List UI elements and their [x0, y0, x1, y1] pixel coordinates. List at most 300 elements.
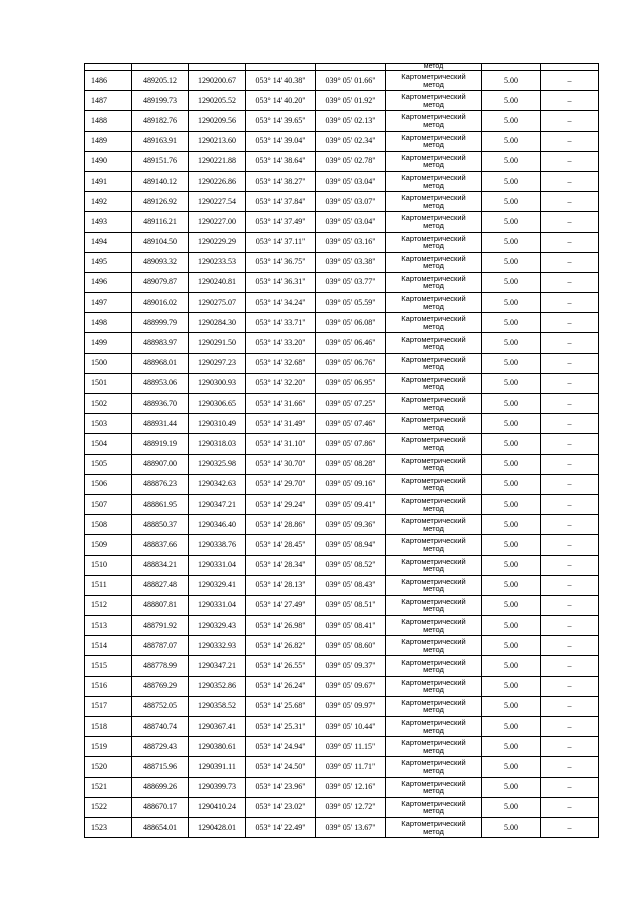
coord-x-cell: 488953.06	[132, 373, 189, 393]
longitude-cell: 039° 05' 03.16"	[316, 232, 386, 252]
method-line-1: Картометрический	[401, 778, 466, 788]
table-row	[85, 252, 599, 272]
method-line-2: метод	[423, 362, 444, 372]
coordinates-table-body	[85, 64, 599, 838]
continuation-method-cell: метод	[386, 64, 482, 71]
coord-y-cell: 1290332.93	[189, 636, 246, 656]
continuation-row	[85, 64, 599, 71]
method-line-2: метод	[423, 160, 444, 170]
method-line-1: Картометрический	[401, 193, 466, 203]
coord-y-cell: 1290213.60	[189, 131, 246, 151]
method-line-2: метод	[423, 624, 444, 634]
coord-y-cell: 1290318.03	[189, 434, 246, 454]
point-number-cell: 1507	[85, 494, 132, 514]
accuracy-cell: 5.00	[482, 313, 541, 333]
point-number-cell: 1500	[85, 353, 132, 373]
accuracy-cell: 5.00	[482, 797, 541, 817]
latitude-cell: 053° 14' 37.84"	[246, 192, 316, 212]
table-row	[85, 131, 599, 151]
method-cell	[386, 616, 482, 636]
coord-x-cell: 488729.43	[132, 737, 189, 757]
coord-x-cell: 488740.74	[132, 717, 189, 737]
coord-x-cell: 488807.81	[132, 595, 189, 615]
method-line-1: Картометрический	[401, 92, 466, 102]
method-line-1: Картометрический	[401, 132, 466, 142]
note-cell: –	[541, 575, 599, 595]
coord-y-cell: 1290338.76	[189, 535, 246, 555]
latitude-cell: 053° 14' 39.65"	[246, 111, 316, 131]
note-cell: –	[541, 192, 599, 212]
point-number-cell: 1501	[85, 373, 132, 393]
table-row	[85, 394, 599, 414]
accuracy-cell: 5.00	[482, 131, 541, 151]
coord-y-cell: 1290331.04	[189, 595, 246, 615]
coord-x-cell: 488752.05	[132, 696, 189, 716]
method-cell	[386, 434, 482, 454]
longitude-cell: 039° 05' 09.37"	[316, 656, 386, 676]
table-row	[85, 111, 599, 131]
method-line-1: Картометрический	[401, 374, 466, 384]
table-row	[85, 333, 599, 353]
note-cell: –	[541, 313, 599, 333]
latitude-cell: 053° 14' 26.82"	[246, 636, 316, 656]
point-number-cell: 1515	[85, 656, 132, 676]
point-number-cell: 1518	[85, 717, 132, 737]
note-cell: –	[541, 696, 599, 716]
coord-y-cell: 1290329.43	[189, 616, 246, 636]
point-number-cell: 1492	[85, 192, 132, 212]
note-cell: –	[541, 151, 599, 171]
table-row	[85, 474, 599, 494]
method-line-2: метод	[423, 200, 444, 210]
coord-y-cell: 1290347.21	[189, 494, 246, 514]
method-line-2: метод	[423, 725, 444, 735]
coord-x-cell: 488654.01	[132, 817, 189, 837]
method-cell	[386, 696, 482, 716]
note-cell: –	[541, 272, 599, 292]
method-cell	[386, 232, 482, 252]
coord-y-cell: 1290342.63	[189, 474, 246, 494]
method-cell	[386, 272, 482, 292]
longitude-cell: 039° 05' 08.60"	[316, 636, 386, 656]
point-number-cell: 1522	[85, 797, 132, 817]
point-number-cell: 1509	[85, 535, 132, 555]
coord-y-cell: 1290428.01	[189, 817, 246, 837]
method-line-2: метод	[423, 140, 444, 150]
method-cell	[386, 676, 482, 696]
point-number-cell: 1506	[85, 474, 132, 494]
latitude-cell: 053° 14' 28.13"	[246, 575, 316, 595]
method-line-2: метод	[423, 604, 444, 614]
longitude-cell: 039° 05' 03.77"	[316, 272, 386, 292]
point-number-cell: 1489	[85, 131, 132, 151]
coord-x-cell: 489140.12	[132, 171, 189, 191]
accuracy-cell: 5.00	[482, 373, 541, 393]
longitude-cell: 039° 05' 09.97"	[316, 696, 386, 716]
point-number-cell: 1521	[85, 777, 132, 797]
accuracy-cell: 5.00	[482, 434, 541, 454]
longitude-cell: 039° 05' 11.71"	[316, 757, 386, 777]
longitude-cell: 039° 05' 11.15"	[316, 737, 386, 757]
accuracy-cell: 5.00	[482, 394, 541, 414]
accuracy-cell: 5.00	[482, 595, 541, 615]
note-cell: –	[541, 595, 599, 615]
coord-x-cell: 488861.95	[132, 494, 189, 514]
note-cell: –	[541, 737, 599, 757]
method-line-2: метод	[423, 442, 444, 452]
longitude-cell: 039° 05' 07.46"	[316, 414, 386, 434]
coord-x-cell: 488983.97	[132, 333, 189, 353]
accuracy-cell: 5.00	[482, 111, 541, 131]
method-line-1: Картометрический	[401, 637, 466, 647]
method-cell	[386, 656, 482, 676]
method-cell	[386, 131, 482, 151]
note-cell: –	[541, 676, 599, 696]
accuracy-cell: 5.00	[482, 171, 541, 191]
coord-x-cell: 488931.44	[132, 414, 189, 434]
method-cell	[386, 817, 482, 837]
longitude-cell: 039° 05' 08.28"	[316, 454, 386, 474]
latitude-cell: 053° 14' 31.66"	[246, 394, 316, 414]
note-cell: –	[541, 454, 599, 474]
method-line-1: Картометрический	[401, 233, 466, 243]
method-cell	[386, 494, 482, 514]
method-line-1: Картометрический	[401, 72, 466, 82]
accuracy-cell: 5.00	[482, 212, 541, 232]
coord-x-cell: 488769.29	[132, 676, 189, 696]
latitude-cell: 053° 14' 26.24"	[246, 676, 316, 696]
point-number-cell: 1502	[85, 394, 132, 414]
longitude-cell: 039° 05' 09.36"	[316, 515, 386, 535]
table-row	[85, 636, 599, 656]
table-row	[85, 71, 599, 91]
latitude-cell: 053° 14' 28.45"	[246, 535, 316, 555]
table-row	[85, 171, 599, 191]
accuracy-cell: 5.00	[482, 575, 541, 595]
coord-x-cell: 489163.91	[132, 131, 189, 151]
point-number-cell: 1488	[85, 111, 132, 131]
longitude-cell: 039° 05' 08.51"	[316, 595, 386, 615]
longitude-cell: 039° 05' 03.04"	[316, 212, 386, 232]
point-number-cell: 1495	[85, 252, 132, 272]
coord-y-cell: 1290347.21	[189, 656, 246, 676]
point-number-cell: 1493	[85, 212, 132, 232]
table-row	[85, 676, 599, 696]
coord-y-cell: 1290229.29	[189, 232, 246, 252]
note-cell: –	[541, 71, 599, 91]
latitude-cell: 053° 14' 29.24"	[246, 494, 316, 514]
note-cell: –	[541, 394, 599, 414]
coord-x-cell: 489199.73	[132, 91, 189, 111]
coord-y-cell: 1290331.04	[189, 555, 246, 575]
accuracy-cell: 5.00	[482, 717, 541, 737]
latitude-cell: 053° 14' 36.31"	[246, 272, 316, 292]
coord-y-cell: 1290325.98	[189, 454, 246, 474]
coord-x-cell: 489079.87	[132, 272, 189, 292]
coord-y-cell: 1290209.56	[189, 111, 246, 131]
table-row	[85, 91, 599, 111]
coord-y-cell: 1290380.61	[189, 737, 246, 757]
note-cell: –	[541, 616, 599, 636]
coord-x-cell: 488907.00	[132, 454, 189, 474]
method-line-2: метод	[423, 79, 444, 89]
method-cell	[386, 414, 482, 434]
coord-y-cell: 1290391.11	[189, 757, 246, 777]
coord-y-cell: 1290310.49	[189, 414, 246, 434]
method-line-1: Картометрический	[401, 576, 466, 586]
continuation-cell	[189, 64, 246, 71]
latitude-cell: 053° 14' 30.70"	[246, 454, 316, 474]
method-line-1: Картометрический	[401, 718, 466, 728]
method-cell	[386, 474, 482, 494]
method-cell	[386, 535, 482, 555]
table-row	[85, 272, 599, 292]
coordinates-table	[84, 63, 599, 838]
point-number-cell: 1508	[85, 515, 132, 535]
method-line-1: Картометрический	[401, 395, 466, 405]
coord-x-cell: 488699.26	[132, 777, 189, 797]
table-row	[85, 656, 599, 676]
coord-x-cell: 488876.23	[132, 474, 189, 494]
method-line-1: Картометрический	[401, 677, 466, 687]
method-line-1: Картометрический	[401, 354, 466, 364]
table-row	[85, 313, 599, 333]
note-cell: –	[541, 293, 599, 313]
coord-y-cell: 1290284.30	[189, 313, 246, 333]
note-cell: –	[541, 232, 599, 252]
method-cell	[386, 293, 482, 313]
note-cell: –	[541, 717, 599, 737]
longitude-cell: 039° 05' 08.52"	[316, 555, 386, 575]
coord-x-cell: 488837.66	[132, 535, 189, 555]
method-cell	[386, 192, 482, 212]
latitude-cell: 053° 14' 38.27"	[246, 171, 316, 191]
method-line-1: Картометрический	[401, 314, 466, 324]
coord-y-cell: 1290221.88	[189, 151, 246, 171]
latitude-cell: 053° 14' 25.68"	[246, 696, 316, 716]
coord-y-cell: 1290329.41	[189, 575, 246, 595]
method-cell	[386, 595, 482, 615]
latitude-cell: 053° 14' 31.10"	[246, 434, 316, 454]
point-number-cell: 1513	[85, 616, 132, 636]
table-row	[85, 696, 599, 716]
latitude-cell: 053° 14' 33.71"	[246, 313, 316, 333]
longitude-cell: 039° 05' 09.41"	[316, 494, 386, 514]
method-line-2: метод	[423, 422, 444, 432]
method-cell	[386, 151, 482, 171]
method-line-1: Картометрический	[401, 112, 466, 122]
continuation-cell	[482, 64, 541, 71]
note-cell: –	[541, 757, 599, 777]
method-cell	[386, 171, 482, 191]
accuracy-cell: 5.00	[482, 293, 541, 313]
accuracy-cell: 5.00	[482, 232, 541, 252]
note-cell: –	[541, 252, 599, 272]
coord-x-cell: 488778.99	[132, 656, 189, 676]
latitude-cell: 053° 14' 36.75"	[246, 252, 316, 272]
coord-x-cell: 488999.79	[132, 313, 189, 333]
note-cell: –	[541, 434, 599, 454]
method-cell	[386, 353, 482, 373]
method-cell	[386, 717, 482, 737]
note-cell: –	[541, 474, 599, 494]
coord-x-cell: 489093.32	[132, 252, 189, 272]
coord-x-cell: 489016.02	[132, 293, 189, 313]
method-line-1: Картометрический	[401, 596, 466, 606]
coord-y-cell: 1290233.53	[189, 252, 246, 272]
latitude-cell: 053° 14' 24.50"	[246, 757, 316, 777]
table-row	[85, 414, 599, 434]
coord-y-cell: 1290240.81	[189, 272, 246, 292]
method-cell	[386, 777, 482, 797]
point-number-cell: 1514	[85, 636, 132, 656]
coord-x-cell: 489205.12	[132, 71, 189, 91]
point-number-cell: 1499	[85, 333, 132, 353]
method-cell	[386, 111, 482, 131]
note-cell: –	[541, 373, 599, 393]
coord-y-cell: 1290346.40	[189, 515, 246, 535]
method-line-2: метод	[423, 705, 444, 715]
accuracy-cell: 5.00	[482, 656, 541, 676]
method-cell	[386, 212, 482, 232]
coord-y-cell: 1290226.86	[189, 171, 246, 191]
latitude-cell: 053° 14' 26.55"	[246, 656, 316, 676]
longitude-cell: 039° 05' 07.86"	[316, 434, 386, 454]
longitude-cell: 039° 05' 08.43"	[316, 575, 386, 595]
longitude-cell: 039° 05' 08.41"	[316, 616, 386, 636]
table-row	[85, 555, 599, 575]
point-number-cell: 1516	[85, 676, 132, 696]
table-row	[85, 494, 599, 514]
method-line-1: Картометрический	[401, 273, 466, 283]
table-row	[85, 535, 599, 555]
accuracy-cell: 5.00	[482, 777, 541, 797]
method-cell	[386, 333, 482, 353]
accuracy-cell: 5.00	[482, 272, 541, 292]
continuation-cell	[85, 64, 132, 71]
coord-y-cell: 1290306.65	[189, 394, 246, 414]
accuracy-cell: 5.00	[482, 696, 541, 716]
accuracy-cell: 5.00	[482, 91, 541, 111]
coord-y-cell: 1290297.23	[189, 353, 246, 373]
method-line-2: метод	[423, 99, 444, 109]
longitude-cell: 039° 05' 06.95"	[316, 373, 386, 393]
method-line-2: метод	[423, 685, 444, 695]
latitude-cell: 053° 14' 31.49"	[246, 414, 316, 434]
latitude-cell: 053° 14' 33.20"	[246, 333, 316, 353]
method-line-2: метод	[423, 503, 444, 513]
longitude-cell: 039° 05' 09.16"	[316, 474, 386, 494]
table-row	[85, 232, 599, 252]
method-line-2: метод	[423, 543, 444, 553]
coord-x-cell: 488827.48	[132, 575, 189, 595]
method-line-1: Картометрический	[401, 496, 466, 506]
longitude-cell: 039° 05' 12.72"	[316, 797, 386, 817]
note-cell: –	[541, 353, 599, 373]
longitude-cell: 039° 05' 06.08"	[316, 313, 386, 333]
latitude-cell: 053° 14' 40.20"	[246, 91, 316, 111]
note-cell: –	[541, 817, 599, 837]
coord-x-cell: 489126.92	[132, 192, 189, 212]
note-cell: –	[541, 535, 599, 555]
longitude-cell: 039° 05' 07.25"	[316, 394, 386, 414]
table-row	[85, 353, 599, 373]
accuracy-cell: 5.00	[482, 71, 541, 91]
note-cell: –	[541, 555, 599, 575]
table-row	[85, 434, 599, 454]
accuracy-cell: 5.00	[482, 555, 541, 575]
method-line-2: метод	[423, 483, 444, 493]
method-line-2: метод	[423, 463, 444, 473]
coord-y-cell: 1290367.41	[189, 717, 246, 737]
method-cell	[386, 454, 482, 474]
method-line-1: Картометрический	[401, 617, 466, 627]
point-number-cell: 1511	[85, 575, 132, 595]
method-line-2: метод	[423, 281, 444, 291]
note-cell: –	[541, 656, 599, 676]
coord-y-cell: 1290200.67	[189, 71, 246, 91]
accuracy-cell: 5.00	[482, 333, 541, 353]
point-number-cell: 1498	[85, 313, 132, 333]
method-line-1: Картометрический	[401, 334, 466, 344]
method-line-2: метод	[423, 806, 444, 816]
point-number-cell: 1523	[85, 817, 132, 837]
latitude-cell: 053° 14' 39.04"	[246, 131, 316, 151]
coord-y-cell: 1290227.54	[189, 192, 246, 212]
method-line-2: метод	[423, 745, 444, 755]
accuracy-cell: 5.00	[482, 494, 541, 514]
coord-x-cell: 488670.17	[132, 797, 189, 817]
method-line-2: метод	[423, 119, 444, 129]
longitude-cell: 039° 05' 06.76"	[316, 353, 386, 373]
method-line-1: Картометрический	[401, 455, 466, 465]
coord-x-cell: 488968.01	[132, 353, 189, 373]
accuracy-cell: 5.00	[482, 616, 541, 636]
method-cell	[386, 252, 482, 272]
continuation-cell	[246, 64, 316, 71]
latitude-cell: 053° 14' 32.68"	[246, 353, 316, 373]
method-line-1: Картометрический	[401, 738, 466, 748]
method-line-2: метод	[423, 402, 444, 412]
method-line-2: метод	[423, 786, 444, 796]
accuracy-cell: 5.00	[482, 353, 541, 373]
note-cell: –	[541, 171, 599, 191]
latitude-cell: 053° 14' 23.96"	[246, 777, 316, 797]
latitude-cell: 053° 14' 37.49"	[246, 212, 316, 232]
method-line-2: метод	[423, 665, 444, 675]
method-line-2: метод	[423, 765, 444, 775]
note-cell: –	[541, 636, 599, 656]
coord-y-cell: 1290410.24	[189, 797, 246, 817]
method-line-2: метод	[423, 220, 444, 230]
coord-x-cell: 489151.76	[132, 151, 189, 171]
note-cell: –	[541, 515, 599, 535]
method-cell	[386, 71, 482, 91]
longitude-cell: 039° 05' 05.59"	[316, 293, 386, 313]
table-row	[85, 817, 599, 837]
coord-y-cell: 1290291.50	[189, 333, 246, 353]
method-line-1: Картометрический	[401, 536, 466, 546]
method-line-1: Картометрический	[401, 758, 466, 768]
continuation-cell	[132, 64, 189, 71]
coord-y-cell: 1290205.52	[189, 91, 246, 111]
table-row	[85, 151, 599, 171]
coord-y-cell: 1290300.93	[189, 373, 246, 393]
method-line-1: Картометрический	[401, 657, 466, 667]
note-cell: –	[541, 777, 599, 797]
longitude-cell: 039° 05' 02.13"	[316, 111, 386, 131]
method-line-2: метод	[423, 261, 444, 271]
